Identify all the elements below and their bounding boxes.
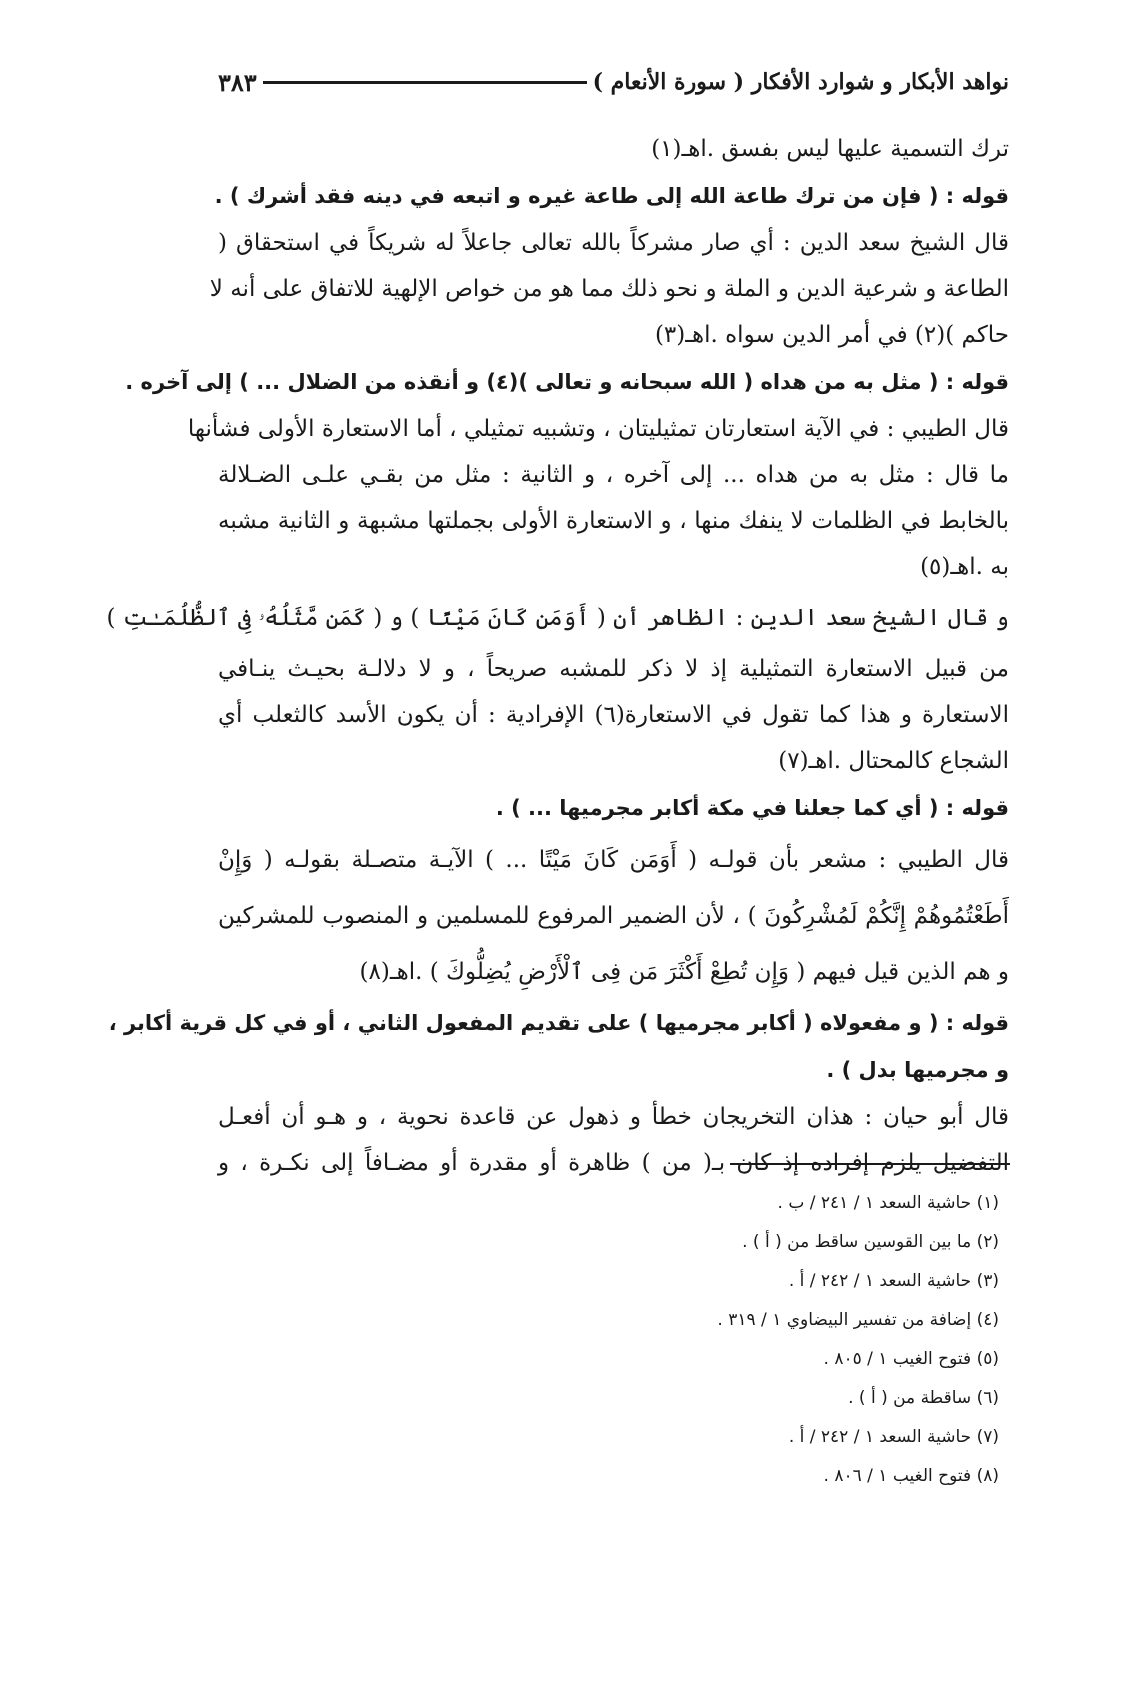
- text-line: من قبيل الاستعارة التمثيلية إذ لا ذكر للمشبه صريحاً ، و لا دلالـة بحيـث ينـافي: [218, 656, 1009, 682]
- text-line: بالخابط في الظلمات لا ينفك منها ، و الاستعارة الأولى بجملتها مشبهة و الثانية مشبه: [218, 508, 1009, 534]
- text-line: قال الطيبي : في الآية استعارتان تمثيليتان ، وتشبيه تمثيلي ، أما الاستعارة الأولى فشأنها: [187, 416, 1009, 442]
- commentary-heading: قوله : ( مثل به من هداه ( الله سبحانه و تعالى )(٤) و أنقذه من الضلال ... ) إلى آخره .: [125, 370, 1009, 394]
- footnote-divider: [730, 1163, 1010, 1165]
- footnote: (١) حاشية السعد ١ / ٢٤١ / ب .: [777, 1193, 999, 1213]
- footnotes: [399, 1184, 999, 1496]
- text-line: التفضيل يلزم إفراده إذ كان بـ( من ) ظاهرة أو مقدرة أو مضـافاً إلى نكـرة ، و: [218, 1150, 1009, 1176]
- running-header: [218, 62, 1009, 102]
- text-line: الطاعة و شرعية الدين و الملة و نحو ذلك مما هو من خواص الإلهية للاتفاق على أنه لا: [209, 276, 1009, 302]
- text-line: الاستعارة و هذا كما تقول في الاستعارة(٦) الإفرادية : أن يكون الأسد كالثعلب أي: [218, 702, 1010, 728]
- running-title: نواهد الأبكار و شوارد الأفكار ( سورة الأنعام ): [592, 69, 1009, 95]
- text-line: و هم الذين قيل فيهم ( وَإِن تُطِعْ أَكْثَرَ مَن فِى ٱلْأَرْضِ يُضِلُّوكَ ) .اهـ(٨): [359, 959, 1009, 985]
- text-line: و قال الشيخ سعد الدين : الظاهر أن ( أَوَمَن كَانَ مَيْتًا ) و ( كَمَن مَّثَلُهُۥ فِى ٱلظُّلُمَـٰتِ ): [106, 605, 1009, 631]
- text-line: ما قال : مثل به من هداه ... إلى آخره ، و الثانية : مثل من بقـي علـى الضـلالة: [218, 462, 1009, 488]
- commentary-heading: و مجرميها بدل ) .: [826, 1058, 1009, 1082]
- text-line: ترك التسمية عليها ليس بفسق .اهـ(١): [651, 136, 1009, 162]
- commentary-heading: قوله : ( فإن من ترك طاعة الله إلى طاعة غيره و اتبعه في دينه فقد أشرك ) .: [214, 184, 1009, 208]
- footnote: (٣) حاشية السعد ١ / ٢٤٢ / أ .: [788, 1271, 999, 1291]
- text-line: حاكم )(٢) في أمر الدين سواه .اهـ(٣): [654, 322, 1009, 348]
- text-line: أَطَعْتُمُوهُمْ إِنَّكُمْ لَمُشْرِكُونَ ) ، لأن الضمير المرفوع للمسلمين و المنصوب للمشركين: [218, 903, 1009, 929]
- page-number: ٣٨٣: [218, 67, 257, 97]
- text-line: قال الشيخ سعد الدين : أي صار مشركاً بالله تعالى جاعلاً له شريكاً في استحقاق (: [218, 230, 1009, 256]
- footnote: (٢) ما بين القوسين ساقط من ( أ ) .: [742, 1232, 999, 1252]
- footnote: (٧) حاشية السعد ١ / ٢٤٢ / أ .: [788, 1427, 999, 1447]
- footnote: (٦) ساقطة من ( أ ) .: [848, 1388, 999, 1408]
- header-rule: [263, 81, 587, 84]
- footnote: (٤) إضافة من تفسير البيضاوي ١ / ٣١٩ .: [717, 1310, 999, 1330]
- commentary-heading: قوله : ( أي كما جعلنا في مكة أكابر مجرميها ... ) .: [495, 796, 1009, 820]
- text-line: قال أبو حيان : هذان التخريجان خطأ و ذهول عن قاعدة نحوية ، و هـو أن أفعـل: [218, 1104, 1009, 1130]
- text-line: به .اهـ(٥): [920, 554, 1009, 580]
- commentary-heading: قوله : ( و مفعولاه ( أكابر مجرميها ) على تقديم المفعول الثاني ، أو في كل قرية أكابر ،: [108, 1011, 1009, 1035]
- footnote: (٥) فتوح الغيب ١ / ٨٠٥ .: [823, 1349, 999, 1369]
- text-line: الشجاع كالمحتال .اهـ(٧): [778, 748, 1009, 774]
- text-line: قال الطيبي : مشعر بأن قولـه ( أَوَمَن كَانَ مَيْتًا ... ) الآيـة متصـلة بقولـه ( وَإِنْ: [218, 847, 1009, 873]
- main-text: [106, 126, 1010, 1186]
- footnote: (٨) فتوح الغيب ١ / ٨٠٦ .: [823, 1466, 999, 1486]
